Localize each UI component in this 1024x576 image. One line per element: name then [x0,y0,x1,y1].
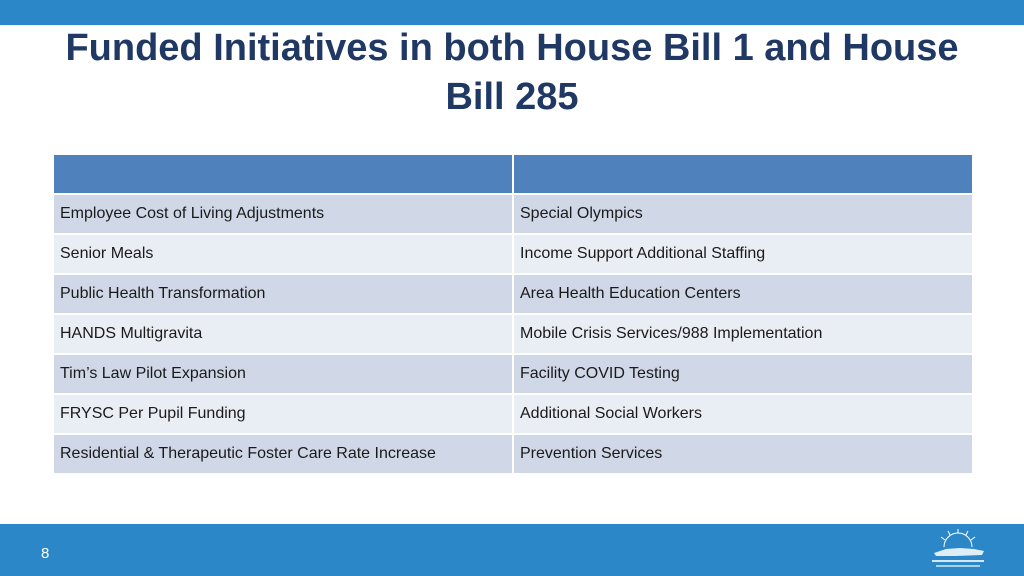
table-cell: Employee Cost of Living Adjustments [53,194,513,234]
table-cell: Additional Social Workers [513,394,973,434]
page-number: 8 [41,545,50,562]
table-row [53,314,973,354]
table-cell: Income Support Additional Staffing [513,234,973,274]
table-cell: Prevention Services [513,434,973,474]
table-cell: Area Health Education Centers [513,274,973,314]
state-seal-logo-icon [926,527,990,573]
initiatives-table [52,153,974,475]
table-cell: Senior Meals [53,234,513,274]
table-header-cell [53,154,513,194]
table-row [53,434,973,474]
table-header-cell [513,154,973,194]
table-cell: Special Olympics [513,194,973,234]
table-cell: Residential & Therapeutic Foster Care Rate Increase [53,434,513,474]
table-cell: Tim’s Law Pilot Expansion [53,354,513,394]
table-row [53,234,973,274]
table-row [53,274,973,314]
bottom-accent-bar [0,524,1024,576]
slide-title: Funded Initiatives in both House Bill 1 and House Bill 285 [65,27,959,118]
table-cell: Facility COVID Testing [513,354,973,394]
table-header-row [53,154,973,194]
table-row [53,394,973,434]
table-cell: Public Health Transformation [53,274,513,314]
table-row [53,194,973,234]
table-cell: FRYSC Per Pupil Funding [53,394,513,434]
table-cell: HANDS Multigravita [53,314,513,354]
top-accent-bar [0,0,1024,25]
table-row [53,354,973,394]
table-cell: Mobile Crisis Services/988 Implementation [513,314,973,354]
